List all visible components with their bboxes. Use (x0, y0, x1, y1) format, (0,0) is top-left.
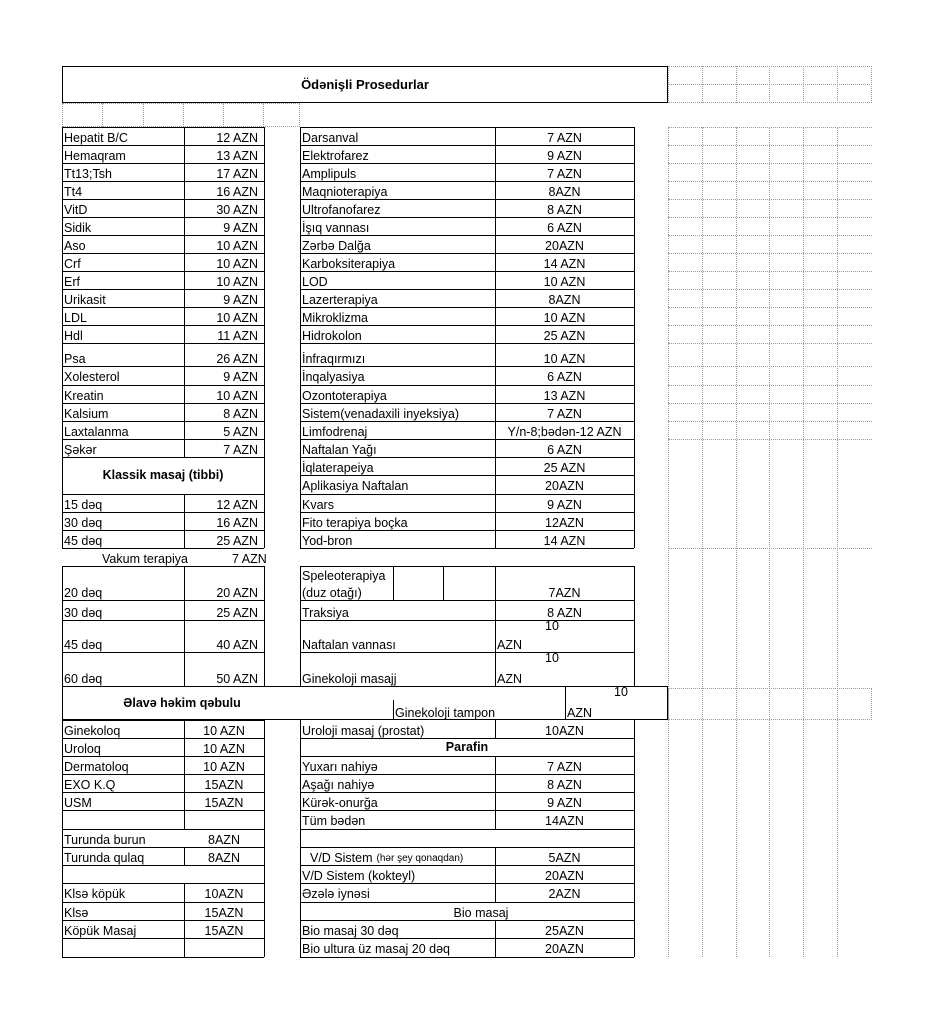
grid-line (184, 494, 185, 548)
grid-line (62, 720, 63, 957)
test-price: 13 AZN (216, 148, 258, 163)
grid-line (300, 217, 634, 218)
grid-line (300, 494, 634, 495)
turunda-price: 8AZN (208, 832, 240, 847)
procedure-price: 7 AZN (547, 130, 582, 145)
turunda-name: Turunda burun (64, 832, 146, 847)
grid-line (300, 289, 634, 290)
procedure-price: 9 AZN (547, 148, 582, 163)
grid-line (668, 163, 872, 164)
grid-line (300, 199, 634, 200)
grid-line (495, 756, 496, 829)
grid-line (62, 325, 264, 326)
test-name: LDL (64, 310, 87, 325)
grid-line (736, 66, 737, 103)
doctor-price: 15AZN (204, 777, 244, 792)
procedure-name: Maqnioterapiya (302, 184, 388, 199)
grid-line (300, 829, 634, 830)
test-name: Kalsium (64, 406, 109, 421)
grid-line (300, 566, 301, 686)
grid-line (300, 325, 634, 326)
bio-name: Bio masaj 30 dəq (302, 923, 399, 938)
test-price: 26 AZN (216, 351, 258, 366)
grid-line (300, 181, 634, 182)
grid-line (668, 217, 872, 218)
massage-price: 12 AZN (216, 497, 258, 512)
vakum-price: 25 AZN (216, 605, 258, 620)
procedure-price: 6 AZN (547, 369, 582, 384)
procedure-price: 12AZN (545, 515, 584, 530)
grid-line (62, 145, 264, 146)
procedure-name: İşıq vannası (302, 220, 370, 235)
grid-line (300, 307, 634, 308)
grid-line (668, 84, 872, 85)
grid-line (393, 700, 394, 720)
procedure-name: Lazerterapiya (302, 292, 378, 307)
grid-line (803, 127, 804, 957)
test-price: 16 AZN (216, 184, 258, 199)
grid-line (264, 127, 265, 548)
grid-line (62, 457, 264, 458)
grid-line (62, 494, 264, 495)
vd-sistem-note: (hər şey qonaqdan) (376, 853, 464, 864)
grid-line (300, 385, 634, 386)
procedure-name: Ultrofanofarez (302, 202, 381, 217)
procedure-name: Mikroklizma (302, 310, 368, 325)
test-name: Urikasit (64, 292, 106, 307)
grid-line (495, 920, 496, 957)
grid-line (62, 127, 264, 128)
test-price: 5 AZN (223, 424, 258, 439)
grid-line (62, 738, 264, 739)
gine-masaj-label: Ginekoloji masajj (302, 671, 397, 686)
test-name: Sidik (64, 220, 92, 235)
gine-tampon-label: Ginekoloji tampon (395, 705, 496, 720)
procedure-name: Fito terapiya boçka (302, 515, 408, 530)
doctor-price: 10 AZN (203, 741, 245, 756)
grid-line (300, 253, 634, 254)
massage-header: Klassik masaj (tibbi) (102, 468, 224, 483)
grid-line (184, 720, 185, 829)
procedure-name: Hidrokolon (302, 328, 362, 343)
grid-line (62, 199, 264, 200)
procedure-price: Y/n-8;bədən-12 AZN (507, 424, 622, 439)
doctor-name: Ginekoloq (64, 723, 121, 738)
procedure-price: 6 AZN (547, 220, 582, 235)
grid-line (62, 810, 264, 811)
grid-line (300, 127, 301, 548)
vd-kokteyl-price: 20AZN (545, 868, 584, 883)
grid-line (702, 66, 703, 103)
vakum-price: 20 AZN (216, 585, 258, 600)
procedure-name: Karboksiterapiya (302, 256, 396, 271)
ezele-label: Əzələ iynəsi (302, 886, 370, 901)
test-price: 8 AZN (223, 406, 258, 421)
doctor-price: 10 AZN (203, 723, 245, 738)
grid-line (300, 271, 634, 272)
test-name: Hemaqram (64, 148, 126, 163)
doctor-name: Uroloq (64, 741, 101, 756)
grid-line (769, 66, 770, 103)
doctor-name: Dermatoloq (64, 759, 129, 774)
parafin-header: Parafin (445, 739, 489, 754)
test-name: Erf (64, 274, 80, 289)
grid-line (300, 343, 634, 344)
massage-duration: 15 dəq (64, 497, 103, 512)
vakum-duration: 60 dəq (64, 671, 103, 686)
doctor-name: EXO K.Q (64, 777, 116, 792)
grid-line (62, 385, 264, 386)
grid-line (184, 847, 185, 865)
test-price: 17 AZN (216, 166, 258, 181)
test-price: 10 AZN (216, 238, 258, 253)
procedure-price: 10 AZN (543, 310, 586, 325)
grid-line (223, 103, 224, 127)
grid-line (300, 957, 634, 958)
klse-price: 15AZN (204, 923, 244, 938)
uroloji-label: Uroloji masaj (prostat) (302, 723, 425, 738)
grid-line (668, 235, 872, 236)
procedure-name: Kvars (302, 497, 334, 512)
doctor-price: 15AZN (204, 795, 244, 810)
procedure-price: 8AZN (548, 292, 581, 307)
test-price: 10 AZN (216, 274, 258, 289)
vakum-duration: 45 dəq (64, 637, 103, 652)
grid-line (62, 403, 264, 404)
test-name: Hdl (64, 328, 83, 343)
procedure-name: İnfraqırmızı (302, 351, 366, 366)
grid-line (300, 938, 634, 939)
grid-line (62, 127, 63, 548)
grid-line (300, 720, 301, 957)
grid-line (300, 512, 634, 513)
uroloji-price: 10AZN (545, 723, 584, 738)
procedure-price: 25 AZN (543, 460, 586, 475)
test-price: 10 AZN (216, 310, 258, 325)
grid-line (495, 566, 496, 686)
grid-line (300, 439, 634, 440)
grid-line (300, 403, 634, 404)
vakum-label: Vakum terapiya (102, 551, 188, 566)
grid-line (62, 421, 264, 422)
traksiya-price: 8 AZN (547, 605, 582, 620)
parafin-price: 9 AZN (547, 795, 582, 810)
massage-duration: 30 dəq (64, 515, 103, 530)
spacer-row (62, 103, 300, 127)
grid-line (300, 235, 634, 236)
grid-line (184, 127, 185, 457)
grid-line (62, 883, 264, 884)
page-title: Ödənişli Prosedurlar (301, 77, 429, 92)
procedure-price: 14 AZN (543, 533, 586, 548)
parafin-name: Tüm bədən (302, 813, 366, 828)
grid-line (62, 920, 264, 921)
grid-line (62, 652, 264, 653)
klse-name: Köpük Masaj (64, 923, 137, 938)
procedure-price: 20AZN (545, 478, 584, 493)
test-name: Aso (64, 238, 86, 253)
traksiya-label: Traksiya (302, 605, 349, 620)
procedure-name: Elektrofarez (302, 148, 369, 163)
grid-line (184, 566, 185, 686)
grid-line (668, 289, 872, 290)
grid-line (668, 181, 872, 182)
grid-line (62, 792, 264, 793)
grid-line (736, 127, 737, 957)
grid-line (62, 366, 264, 367)
procedure-price: 20AZN (545, 238, 584, 253)
procedure-name: Ozontoterapiya (302, 388, 387, 403)
procedure-price: 7 AZN (547, 166, 582, 181)
grid-line (565, 686, 566, 720)
klse-price: 10AZN (204, 886, 244, 901)
grid-line (668, 439, 872, 440)
grid-line (143, 103, 144, 127)
grid-line (668, 421, 872, 422)
grid-line (300, 810, 634, 811)
grid-line (62, 163, 264, 164)
test-price: 10 AZN (216, 388, 258, 403)
grid-line (495, 720, 496, 738)
procedure-name: Zərbə Dalğa (302, 238, 371, 253)
gine-tampon-price: 10 (614, 685, 628, 699)
grid-line (62, 902, 264, 903)
klse-name: Klsə köpük (64, 886, 126, 901)
grid-line (837, 66, 838, 103)
grid-line (668, 548, 872, 549)
naftalan-vanna-label: Naftalan vannası (302, 637, 396, 652)
doctor-name: USM (64, 795, 92, 810)
procedure-price: 25 AZN (543, 328, 586, 343)
procedure-name: Darsanval (302, 130, 359, 145)
grid-line (668, 403, 872, 404)
gine-tampon-price-unit: AZN (567, 705, 592, 720)
grid-line (668, 199, 872, 200)
procedure-name: LOD (302, 274, 328, 289)
procedure-name: Yod-bron (302, 533, 353, 548)
grid-line (62, 957, 264, 958)
vd-sistem-name: V/D Sistem (310, 850, 373, 865)
grid-line (62, 566, 264, 567)
klse-name: Klsə (64, 905, 89, 920)
grid-line (62, 289, 264, 290)
procedure-name: İnqalyasiya (302, 369, 365, 384)
bio-header: Bio masaj (453, 905, 509, 920)
grid-line (300, 530, 634, 531)
grid-line (62, 235, 264, 236)
grid-line (263, 103, 264, 127)
gine-masaj-price-unit: AZN (497, 671, 522, 686)
grid-line (668, 127, 669, 957)
procedure-name: Sistem(venadaxili inyeksiya) (302, 406, 460, 421)
turunda-name: Turunda qulaq (64, 850, 145, 865)
vakum-duration: 30 dəq (64, 605, 103, 620)
procedure-name: Aplikasiya Naftalan (302, 478, 409, 493)
vakum-price: 40 AZN (216, 637, 258, 652)
procedure-name: Limfodrenaj (302, 424, 368, 439)
grid-line (300, 774, 634, 775)
parafin-price: 7 AZN (547, 759, 582, 774)
grid-line (668, 253, 872, 254)
test-name: Hepatit B/C (64, 130, 128, 145)
grid-line (300, 792, 634, 793)
vd-sistem-label (308, 847, 495, 865)
procedure-price: 13 AZN (543, 388, 586, 403)
test-price: 11 AZN (217, 328, 258, 343)
grid-line (62, 439, 264, 440)
grid-line (668, 307, 872, 308)
grid-line (62, 756, 264, 757)
speleo-price: 7AZN (548, 585, 581, 600)
parafin-name: Kürək-onurğa (302, 795, 378, 810)
grid-line (62, 307, 264, 308)
test-name: Tt4 (64, 184, 83, 199)
vakum-duration: 20 dəq (64, 585, 103, 600)
speleo-label: Speleoterapiya (302, 568, 386, 583)
klse-price: 15AZN (204, 905, 244, 920)
test-name: Psa (64, 351, 86, 366)
procedure-price: 8 AZN (547, 202, 582, 217)
grid-line (702, 127, 703, 957)
grid-line (668, 325, 872, 326)
grid-line (62, 530, 264, 531)
massage-price: 16 AZN (216, 515, 258, 530)
grid-line (300, 548, 634, 549)
grid-line (668, 271, 872, 272)
grid-line (443, 566, 444, 600)
gine-masaj-price: 10 (545, 651, 559, 665)
bio-name: Bio ultura üz masaj 20 dəq (302, 941, 451, 956)
test-name: Kreatin (64, 388, 104, 403)
grid-line (668, 385, 872, 386)
massage-price: 25 AZN (216, 533, 258, 548)
grid-line (300, 145, 634, 146)
grid-line (837, 127, 838, 957)
grid-line (264, 720, 265, 957)
procedure-name: İqlaterapeiya (302, 460, 374, 475)
procedure-price: 6 AZN (547, 442, 582, 457)
massage-duration: 45 dəq (64, 533, 103, 548)
parafin-price: 14AZN (545, 813, 584, 828)
test-price: 9 AZN (223, 292, 258, 307)
grid-line (668, 343, 872, 344)
procedure-price: 14 AZN (543, 256, 586, 271)
grid-line (300, 756, 634, 757)
procedure-price: 9 AZN (547, 497, 582, 512)
grid-line (634, 127, 635, 548)
grid-line (769, 127, 770, 957)
test-price: 10 AZN (216, 256, 258, 271)
speleo-label: (duz otağı) (302, 585, 362, 600)
doctor-price: 10 AZN (203, 759, 245, 774)
grid-line (668, 145, 872, 146)
procedure-price: 8AZN (548, 184, 581, 199)
grid-line (300, 163, 634, 164)
test-name: Tt13;Tsh (64, 166, 112, 181)
grid-line (62, 620, 264, 621)
grid-line (62, 938, 264, 939)
test-name: Şəkər (64, 442, 97, 457)
vd-kokteyl-label: V/D Sistem (kokteyl) (302, 868, 416, 883)
procedure-name: Amplipuls (302, 166, 357, 181)
turunda-price: 8AZN (208, 850, 240, 865)
parafin-price: 8 AZN (547, 777, 582, 792)
parafin-name: Aşağı nahiyə (302, 777, 375, 792)
doctor-header: Əlavə həkim qəbulu (123, 695, 241, 710)
grid-line (62, 271, 264, 272)
procedure-price: 10 AZN (543, 351, 586, 366)
grid-line (62, 343, 264, 344)
grid-line (300, 475, 634, 476)
grid-line (300, 421, 634, 422)
grid-line (62, 217, 264, 218)
grid-line (668, 366, 872, 367)
ezele-price: 2AZN (548, 886, 581, 901)
grid-line (668, 127, 872, 128)
grid-line (62, 566, 63, 686)
tampon-side-grid (668, 688, 872, 720)
test-price: 9 AZN (223, 220, 258, 235)
grid-line (62, 829, 264, 830)
test-price: 7 AZN (223, 442, 258, 457)
bio-price: 25AZN (545, 923, 584, 938)
test-price: 9 AZN (223, 369, 258, 384)
grid-line (102, 103, 103, 127)
grid-line (183, 103, 184, 127)
grid-line (495, 847, 496, 902)
test-price: 12 AZN (216, 130, 258, 145)
grid-line (62, 720, 264, 721)
grid-line (62, 865, 264, 866)
grid-line (634, 566, 635, 686)
naftalan-vanna-price-unit: AZN (497, 637, 522, 652)
grid-line (300, 127, 634, 128)
vd-sistem-price: 5AZN (548, 850, 581, 865)
grid-line (62, 253, 264, 254)
test-name: Laxtalanma (64, 424, 129, 439)
grid-line (634, 720, 635, 957)
grid-line (264, 566, 265, 686)
grid-line (803, 66, 804, 103)
test-name: Crf (64, 256, 81, 271)
test-price: 30 AZN (216, 202, 258, 217)
procedure-name: Naftalan Yağı (302, 442, 377, 457)
grid-line (393, 566, 394, 600)
grid-line (495, 127, 496, 548)
grid-line (62, 512, 264, 513)
grid-line (62, 600, 264, 601)
grid-line (184, 883, 185, 957)
test-name: Xolesterol (64, 369, 120, 384)
procedure-price: 7 AZN (547, 406, 582, 421)
grid-line (300, 457, 634, 458)
vakum-price: 50 AZN (216, 671, 258, 686)
procedure-price: 10 AZN (543, 274, 586, 289)
grid-line (300, 920, 634, 921)
grid-line (62, 847, 264, 848)
bio-price: 20AZN (545, 941, 584, 956)
naftalan-vanna-price: 10 (545, 619, 559, 633)
parafin-name: Yuxarı nahiyə (302, 759, 378, 774)
vakum-price: 7 AZN (232, 551, 267, 566)
grid-line (300, 366, 634, 367)
grid-line (62, 181, 264, 182)
test-name: VitD (64, 202, 88, 217)
grid-line (62, 774, 264, 775)
